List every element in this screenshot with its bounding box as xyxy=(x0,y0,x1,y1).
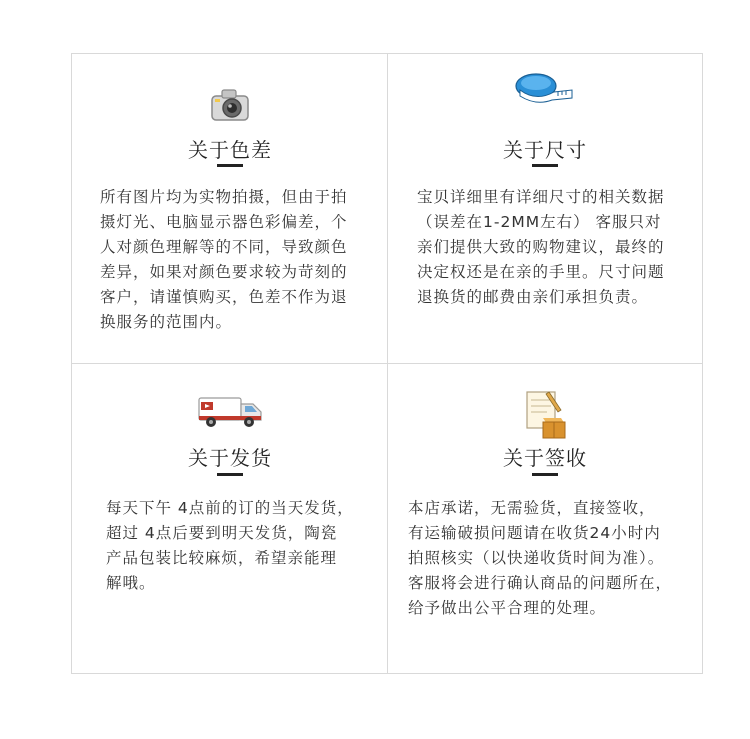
title-underline xyxy=(532,164,558,167)
card-text-line: 摄灯光、电脑显示器色彩偏差，个 xyxy=(100,213,348,231)
card-text-line: 解哦。 xyxy=(106,574,156,592)
card-sign-receipt xyxy=(387,363,703,674)
card-title: 关于签收 xyxy=(503,446,587,470)
title-underline xyxy=(217,164,243,167)
card-title: 关于发货 xyxy=(188,446,272,470)
card-text-line: 本店承诺，无需验货，直接签收， xyxy=(408,499,656,517)
card-text-line: 退换货的邮费由亲们承担负责。 xyxy=(417,288,649,306)
card-size xyxy=(387,53,703,365)
tape-measure-icon xyxy=(514,70,576,106)
card-text-line: （误差在1-2MM左右） 客服只对 xyxy=(417,213,662,231)
signed-package-icon xyxy=(521,388,569,440)
delivery-truck-icon xyxy=(195,392,265,430)
camera-icon xyxy=(208,84,252,126)
card-text xyxy=(106,496,354,596)
card-text xyxy=(408,496,672,621)
card-text-line: 所有图片均为实物拍摄，但由于拍 xyxy=(100,188,348,206)
card-text-line: 给予做出公平合理的处理。 xyxy=(408,599,607,617)
card-text-line: 每天下午 4点前的订的当天发货， xyxy=(106,499,354,517)
card-text-line: 决定权还是在亲的手里。尺寸问题 xyxy=(417,263,665,281)
card-title: 关于色差 xyxy=(188,138,272,162)
card-text-line: 人对颜色理解等的不同，导致颜色 xyxy=(100,238,348,256)
card-text-line: 客户，请谨慎购买，色差不作为退 xyxy=(100,288,348,306)
card-text-line: 换服务的范围内。 xyxy=(100,313,233,331)
card-text xyxy=(100,185,348,335)
card-text-line: 超过 4点后要到明天发货，陶瓷 xyxy=(106,524,338,542)
card-title: 关于尺寸 xyxy=(503,138,587,162)
card-shipping xyxy=(71,363,389,674)
title-underline xyxy=(532,473,558,476)
card-text-line: 亲们提供大致的购物建议，最终的 xyxy=(417,238,665,256)
card-text xyxy=(417,185,665,310)
title-underline xyxy=(217,473,243,476)
card-text-line: 有运输破损问题请在收货24小时内 xyxy=(408,524,661,542)
card-text-line: 宝贝详细里有详细尺寸的相关数据 xyxy=(417,188,665,206)
card-text-line: 客服将会进行确认商品的问题所在， xyxy=(408,574,673,592)
card-text-line: 拍照核实（以快递收货时间为准）。 xyxy=(408,549,665,567)
card-color-difference xyxy=(71,53,389,365)
card-text-line: 差异，如果对颜色要求较为苛刻的 xyxy=(100,263,348,281)
card-text-line: 产品包装比较麻烦，希望亲能理 xyxy=(106,549,338,567)
info-grid xyxy=(71,53,703,674)
